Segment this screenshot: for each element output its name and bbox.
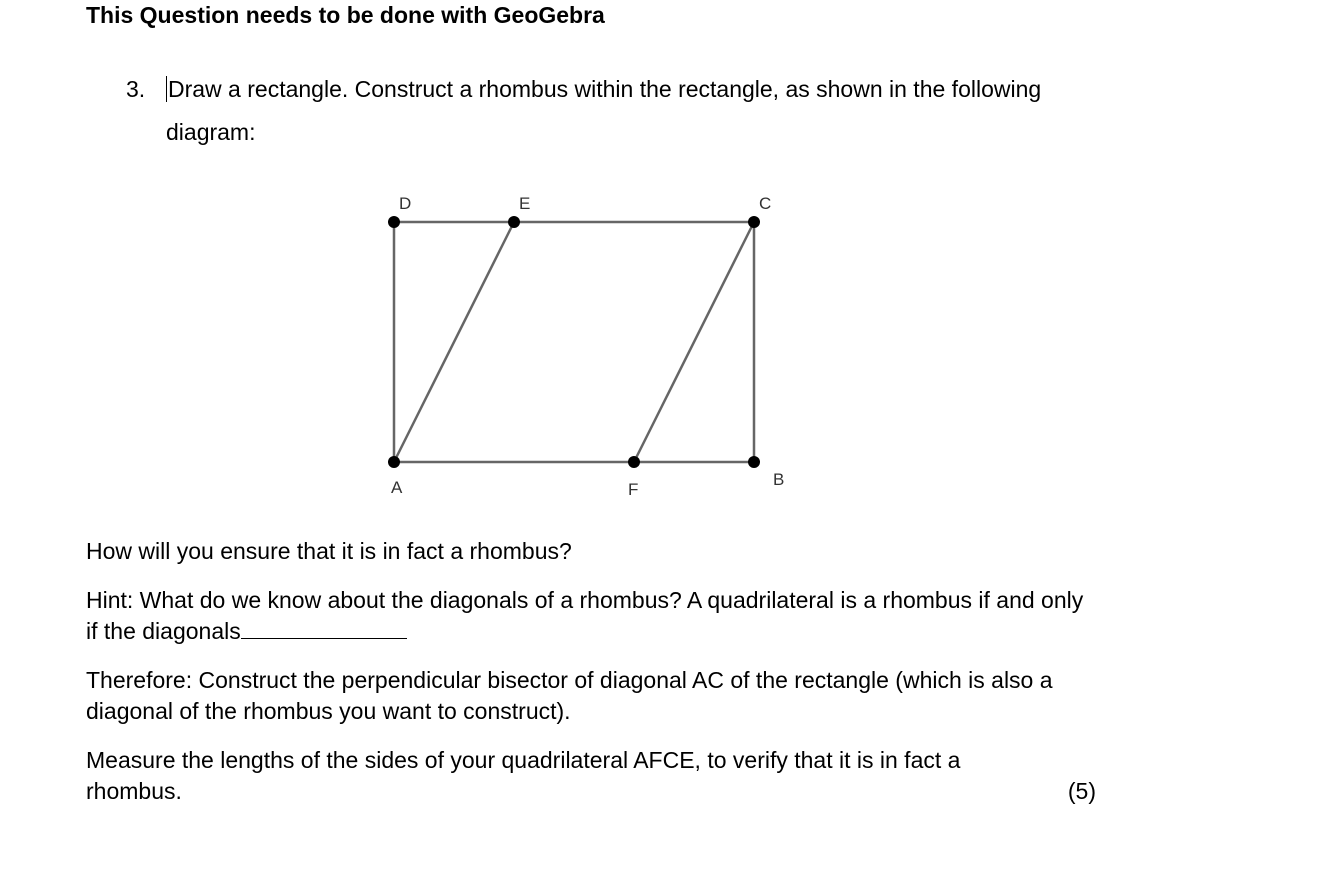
point-B [748,456,760,468]
point-E [508,216,520,228]
hint-text: Hint: What do we know about the diagonals of a rhombus? A quadrilateral is a rhombus if and only if the diagonals [86,587,1084,644]
question-text: Draw a rectangle. Construct a rhombus within the rectangle, as shown in the following diagram: [166,76,1042,145]
point-C [748,216,760,228]
diagram-lines [394,222,754,462]
point-F [628,456,640,468]
segment-FC [634,222,754,462]
marks-label: (5) [1067,778,1096,804]
label-D: D [399,194,412,213]
label-E: E [519,194,531,213]
paragraph-hint [86,585,1096,647]
segment-AE [394,222,514,462]
rhombus-diagram [370,185,800,505]
paragraph-therefore: Therefore: Construct the perpendicular bisector of diagonal AC of the rectangle (which is also a diagonal of the rhombus you want to construct). [86,667,1053,724]
point-A [388,456,400,468]
diagram-points [388,216,760,468]
question-number: 3. [126,76,146,102]
text-cursor [166,76,167,102]
answer-blank [241,618,407,639]
point-D [388,216,400,228]
label-B: B [773,470,785,489]
label-F: F [628,480,639,499]
label-A: A [391,478,403,497]
document-heading: This Question needs to be done with GeoGebra [86,2,605,28]
label-C: C [759,194,772,213]
paragraph-ensure: How will you ensure that it is in fact a rhombus? [86,538,572,564]
measure-text: Measure the lengths of the sides of your quadrilateral AFCE, to verify that it is in fact a rhombus. [86,747,961,804]
paragraph-measure [86,745,1096,807]
question-text-container[interactable] [166,68,1126,154]
